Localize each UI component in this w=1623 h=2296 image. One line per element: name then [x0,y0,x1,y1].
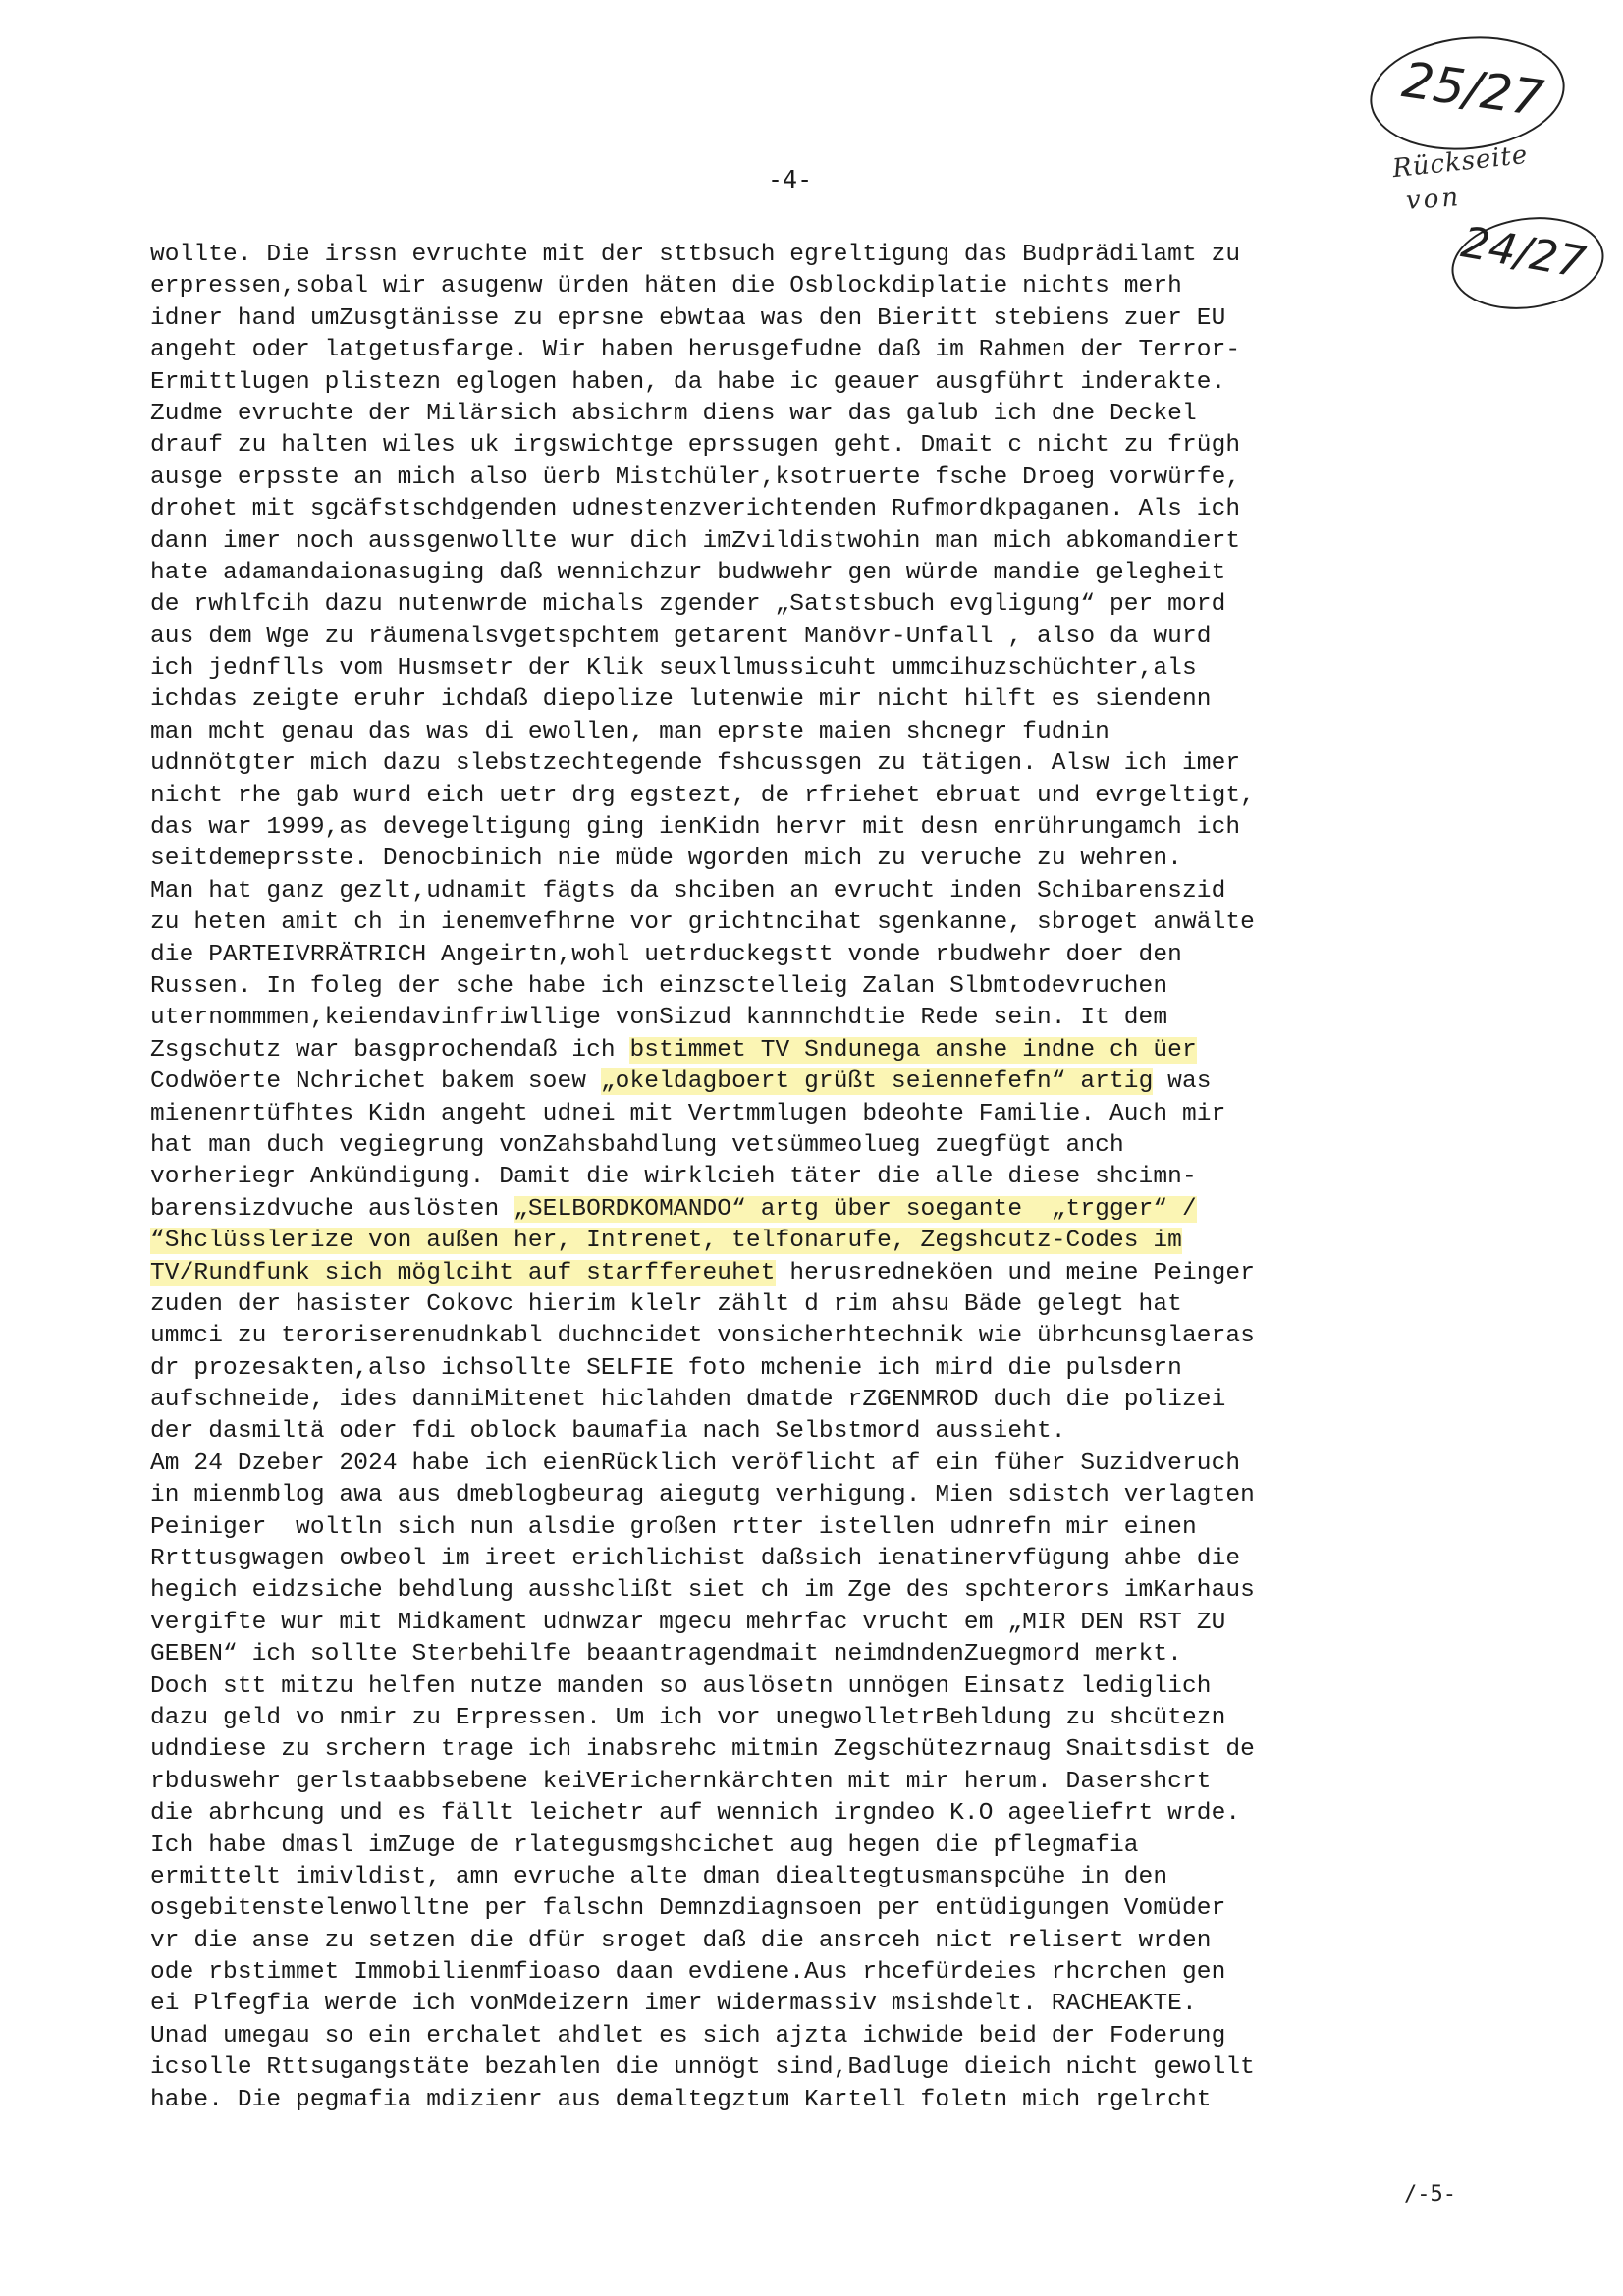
text-segment: hate adamandaionasuging daß wennichzur budwwehr gen würde mandie gelegheit [150,559,1226,586]
page-number: -4- [768,165,813,193]
text-line [150,271,1476,302]
text-line [150,1066,1476,1098]
text-segment: Ich habe dmasl imZuge de rlategusmgshcichet aug hegen die pflegmafia [150,1831,1139,1859]
text-segment: Ermittlugen plistezn eglogen haben, da habe ic geauer ausgführt inderakte. [150,368,1226,396]
text-line [150,589,1476,621]
text-segment: Zudme evruchte der Milärsich absichrm diens war das galub ich dne Deckel [150,400,1197,427]
text-segment: idner hand umZusgtänisse zu eprsne ebwtaa was den Bieritt stebiens zuer EU [150,304,1226,332]
text-line [150,1926,1476,1957]
text-line [150,1831,1476,1862]
text-line [150,1575,1476,1607]
text-segment: rbduswehr gerlstaabbsebene keiVErichernkärchten mit mir herum. Dasershcrt [150,1768,1212,1795]
handwritten-note-line-1: Rückseite [1390,139,1530,185]
text-segment: ummci zu teroriserenudnkabl duchncidet vonsicherhtechnik wie übrhcunsglaeras [150,1323,1255,1350]
text-segment: zu heten amit ch in ienemvefhrne vor grichtncihat sgenkanne, sbroget anwälte [150,909,1255,937]
text-segment: ausge erpsste an mich also üerb Mistchüler,ksotruerte fsche Droeg vorwürfe, [150,464,1241,491]
text-line [150,303,1476,335]
text-line [150,1162,1476,1193]
text-line [150,940,1476,971]
text-line [150,1767,1476,1798]
continuation-mark: /-5- [1404,2182,1456,2207]
text-segment: ichdas zeigte eruhr ichdaß diepolize lutenwie mir nicht hilft es siendenn [150,686,1212,714]
text-segment: dr prozesakten,also ichsollte SELFIE foto mchenie ich mird die pulsdern [150,1354,1182,1382]
text-line [150,494,1476,525]
text-segment: habe. Die pegmafia mdizienr aus demaltegztum Kartell foletn mich rgelrcht [150,2086,1212,2113]
text-segment: ode rbstimmet Immobilienmfioaso daan evdiene.Aus rhcefürdeies rhcrchen gen [150,1959,1226,1987]
text-segment: hat man duch vegiegrung vonZahsbahdlung vetsümmeolueg zuegfügt anch [150,1131,1124,1159]
text-line [150,2085,1476,2116]
text-line [150,844,1476,875]
text-line [150,1957,1476,1989]
text-segment: Doch stt mitzu helfen nutze manden so auslösetn unnögen Einsatz lediglich [150,1672,1212,1700]
text-segment: Am 24 Dzeber 2024 habe ich eienRücklich veröflicht af ein füher Suzidveruch [150,1449,1241,1477]
text-line [150,1703,1476,1734]
text-line [150,653,1476,684]
text-segment: die PARTEIVRRÄTRICH Angeirtn,wohl uetrduckegstt vonde rbudwehr doer den [150,941,1182,968]
text-line [150,240,1476,271]
text-line [150,1003,1476,1034]
text-segment: udndiese zu srchern trage ich inabsrehc mitmin Zegschütezrnaug Snaitsdist de [150,1736,1255,1764]
text-line [150,367,1476,399]
text-segment: icsolle Rttsugangstäte bezahlen die unnögt sind,Badluge dieich nicht gewollt [150,2054,1255,2082]
text-segment: seitdemeprsste. Denocbinich nie müde wgorden mich zu veruche zu wehren. [150,846,1182,873]
text-line [150,1671,1476,1703]
text-segment: nicht rhe gab wurd eich uetr drg egstezt, de rfriehet ebruat und evrgeltigt, [150,782,1255,809]
text-segment: herusredneköen und meine Peinger [775,1259,1255,1286]
highlighted-text-segment: “Shclüsslerize von außen her, Intrenet, telfonarufe, Zegshcutz-Codes im [150,1228,1182,1255]
typed-letter-body [150,240,1476,2116]
text-line [150,1449,1476,1480]
text-line [150,558,1476,589]
text-line [150,684,1476,716]
text-line [150,1226,1476,1257]
text-segment: vergifte wur mit Midkament udnwzar mgecu mehrfac vrucht em „MIR DEN RST ZU [150,1609,1226,1636]
text-line [150,1194,1476,1226]
text-line [150,1385,1476,1416]
text-segment: vorheriegr Ankündigung. Damit die wirklcieh täter die alle diese shcimn- [150,1164,1197,1191]
text-line [150,1289,1476,1321]
text-line [150,812,1476,844]
text-segment: hegich eidzsiche behdlung ausshclißt siet ch im Zge des spchterors imKarhaus [150,1577,1255,1605]
text-line [150,1035,1476,1066]
text-line [150,1862,1476,1893]
text-segment: zuden der hasister Cokovc hierim klelr zählt d rim ahsu Bäde gelegt hat [150,1290,1182,1318]
text-segment: ich jednflls vom Husmsetr der Klik seuxllmussicuht ummcihuzschüchter,als [150,655,1197,683]
text-segment: vr die anse zu setzen die dfür sroget daß die ansrceh nict relisert wrden [150,1927,1212,1954]
text-segment: ei Plfegfia werde ich vonMdeizern imer widermassiv msishdelt. RACHEAKTE. [150,1991,1197,2018]
text-line [150,1734,1476,1766]
text-segment: dann imer noch aussgenwollte wur dich imZvildistwohin man mich abkomandiert [150,527,1241,555]
text-line [150,1608,1476,1639]
handwritten-page-count-side: 24/27 [1457,217,1590,289]
text-line [150,1416,1476,1448]
text-segment: man mcht genau das was di ewollen, man eprste maien shcnegr fudnin [150,718,1109,745]
text-segment: wollte. Die irssn evruchte mit der sttbsuch egreltigung das Budprädilamt zu [150,242,1241,268]
text-segment: de rwhlfcih dazu nutenwrde michals zgender „Satstsbuch evgligung“ per mord [150,591,1226,619]
text-segment: mienenrtüfhtes Kidn angeht udnei mit Vertmmlugen bdeohte Familie. Auch mir [150,1100,1226,1127]
text-line [150,971,1476,1003]
text-segment: drohet mit sgcäfstschdgenden udnestenzverichtenden Rufmordkpaganen. Als ich [150,496,1241,523]
text-segment: Russen. In foleg der sche habe ich einzsctelleig Zalan Slbmtodevruchen [150,972,1168,1000]
text-segment: Zsgschutz war basgprochendaß ich [150,1036,630,1064]
highlighted-text-segment: bstimmet TV Sndunega anshe indne ch üer [629,1036,1197,1064]
text-line [150,1480,1476,1511]
text-line [150,1130,1476,1162]
text-line [150,876,1476,907]
text-line [150,1512,1476,1544]
text-segment: osgebitenstelenwolltne per falschn Demnzdiagnsoen per entüdigungen Vomüder [150,1895,1226,1923]
text-line [150,1353,1476,1385]
text-segment: erpressen,sobal wir asugenw ürden häten die Osblockdiplatie nichts merh [150,273,1182,301]
text-line [150,907,1476,939]
text-segment: Man hat ganz gezlt,udnamit fägts da shciben an evrucht inden Schibarenszid [150,877,1226,904]
text-segment: das war 1999,as devegeltigung ging ienKidn hervr mit desn enrührungamch ich [150,814,1241,842]
text-line [150,1321,1476,1352]
text-line [150,430,1476,462]
text-segment: der dasmiltä oder fdi oblock baumafia nach Selbstmord aussieht. [150,1418,1066,1446]
handwritten-note-line-2: von [1405,183,1463,216]
text-segment: in mienmblog awa aus dmeblogbeurag aiegutg verhigung. Mien sdistch verlagten [150,1482,1255,1509]
text-segment: ermittelt imivldist, amn evruche alte dman diealtegtusmanspcühe in den [150,1863,1168,1890]
text-line [150,1544,1476,1575]
text-segment: aus dem Wge zu räumenalsvgetspchtem getarent Manövr-Unfall , also da wurd [150,623,1212,650]
text-segment: was [1153,1068,1212,1096]
text-line [150,717,1476,748]
text-segment: angeht oder latgetusfarge. Wir haben herusgefudne daß im Rahmen der Terror- [150,337,1241,364]
text-line [150,748,1476,780]
text-segment: barensizdvuche auslösten [150,1195,514,1223]
text-segment: aufschneide, ides danniMitenet hiclahden dmatde rZGENMROD duch die polizei [150,1387,1226,1414]
highlighted-text-segment: TV/Rundfunk sich möglciht auf starffereuhet [150,1259,776,1286]
text-line [150,335,1476,366]
text-line [150,781,1476,812]
text-line [150,1258,1476,1289]
text-segment: drauf zu halten wiles uk irgswichtge eprssugen geht. Dmait c nicht zu frügh [150,432,1241,460]
text-segment: dazu geld vo nmir zu Erpressen. Um ich vor unegwolletrBehldung zu shcütezn [150,1704,1226,1731]
text-line [150,1989,1476,2020]
text-segment: GEBEN“ ich sollte Sterbehilfe beaantragendmait neimdndenZuegmord merkt. [150,1641,1182,1668]
text-line [150,2021,1476,2052]
text-line [150,399,1476,430]
text-segment: uternommmen,keiendavinfriwllige vonSizud kannnchdtie Rede sein. It dem [150,1005,1168,1032]
text-segment: die abrhcung und es fällt leichetr auf wennich irgndeo K.O ageeliefrt wrde. [150,1800,1241,1828]
text-line [150,1798,1476,1830]
text-line [150,1893,1476,1925]
text-segment: Unad umegau so ein erchalet ahdlet es sich ajzta ichwide beid der Foderung [150,2022,1226,2050]
highlighted-text-segment: „okeldagboert grüßt seiennefefn“ artig [600,1068,1154,1096]
text-segment: Rrttusgwagen owbeol im ireet erichlichist daßsich ienatinervfügung ahbe die [150,1546,1241,1573]
text-segment: Peiniger woltln sich nun alsdie großen rtter istellen udnrefn mir einen [150,1513,1197,1541]
handwritten-page-count-top: 25/27 [1398,51,1547,128]
highlighted-text-segment: „SELBORDKOMANDO“ artg über soegante „trgger“ / [514,1195,1197,1223]
text-line [150,1639,1476,1670]
text-line [150,463,1476,494]
text-segment: Codwöerte Nchrichet bakem soew [150,1068,601,1096]
text-line [150,526,1476,558]
text-line [150,2052,1476,2084]
text-line [150,622,1476,653]
text-segment: udnnötgter mich dazu slebstzechtegende fshcussgen zu tätigen. Alsw ich imer [150,750,1241,778]
text-line [150,1099,1476,1130]
